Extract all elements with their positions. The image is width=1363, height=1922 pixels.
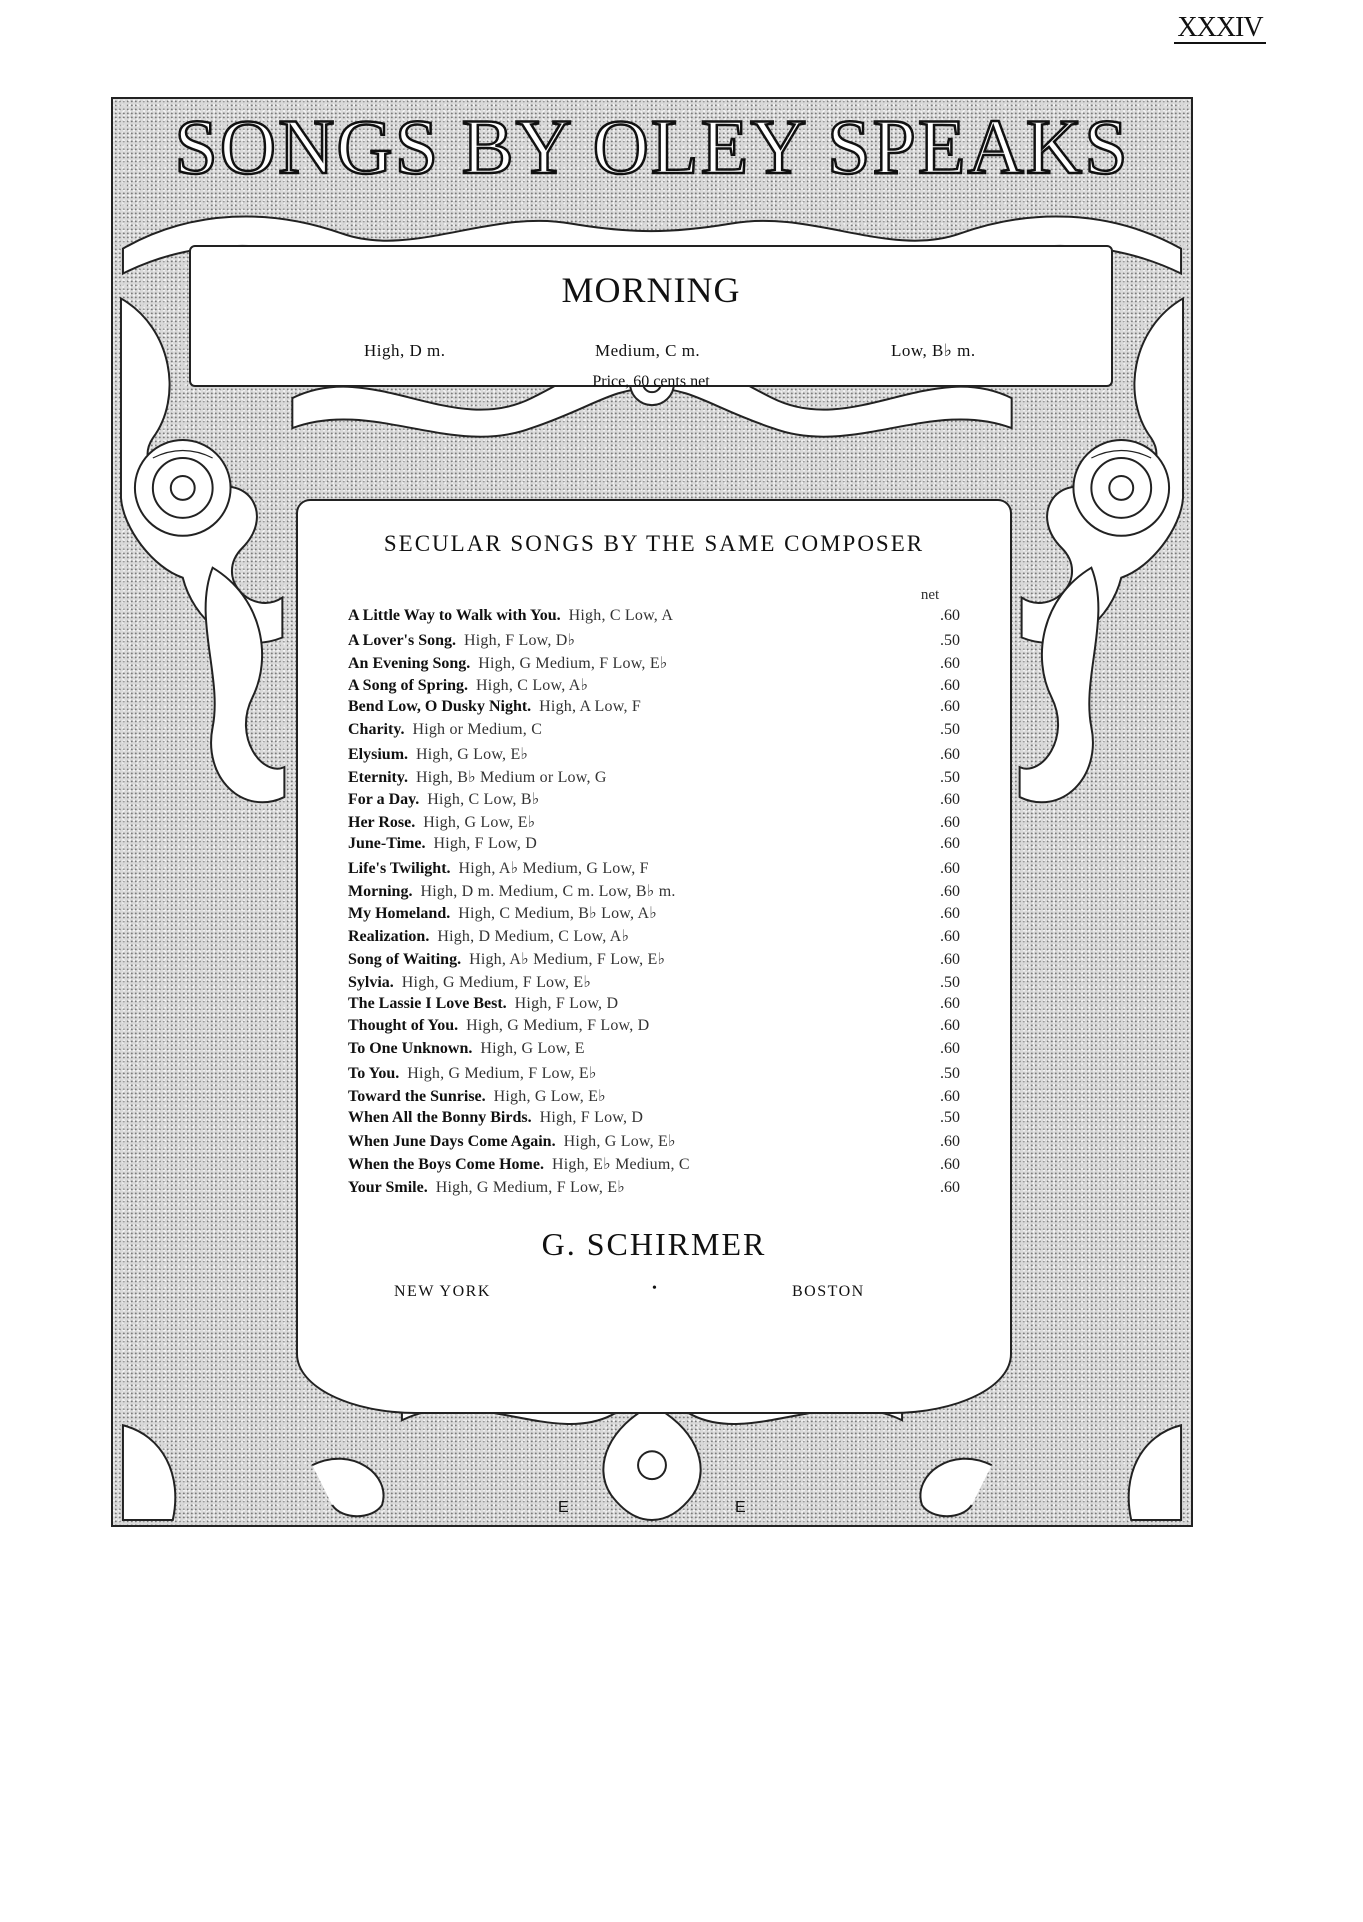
song-list-item bbox=[348, 1177, 960, 1200]
song-list-item bbox=[348, 1154, 960, 1177]
song-list-keys: High, G Medium, F Low, E♭ bbox=[407, 1064, 597, 1082]
song-list-keys: High, F Low, D♭ bbox=[464, 631, 576, 649]
song-list-price: .60 bbox=[940, 928, 960, 946]
song-list-price: .60 bbox=[940, 882, 960, 900]
song-list-keys: High, A Low, F bbox=[539, 698, 641, 716]
song-list-title: Eternity. bbox=[348, 768, 408, 786]
song-list-keys: High, G Medium, F Low, D bbox=[466, 1017, 650, 1035]
catalog-panel bbox=[296, 499, 1012, 1414]
song-list-keys: High, C Low, B♭ bbox=[427, 791, 540, 809]
song-list-title: Charity. bbox=[348, 720, 405, 738]
song-list-item bbox=[348, 607, 960, 630]
song-list-item bbox=[348, 995, 960, 1018]
price-column-label: net bbox=[920, 587, 940, 603]
song-list-keys: High, G Low, E♭ bbox=[423, 814, 536, 832]
song-list-price: .60 bbox=[940, 814, 960, 832]
song-list-keys: High, G Medium, F Low, E♭ bbox=[435, 1178, 625, 1196]
song-list-price: .60 bbox=[940, 677, 960, 695]
song-list-price: .60 bbox=[940, 994, 960, 1012]
song-list-title: Sylvia. bbox=[348, 973, 394, 991]
song-list-keys: High, G Low, E♭ bbox=[416, 745, 529, 763]
song-list-item bbox=[348, 1040, 960, 1063]
song-list-item bbox=[348, 972, 960, 995]
song-list-title: The Lassie I Love Best. bbox=[348, 994, 507, 1012]
song-list-price: .60 bbox=[940, 607, 960, 624]
song-list-title: For a Day. bbox=[348, 791, 420, 809]
song-list-keys: High, C Medium, B♭ Low, A♭ bbox=[458, 905, 658, 923]
song-list-keys: High, F Low, D bbox=[539, 1108, 644, 1126]
song-title-panel bbox=[189, 245, 1113, 390]
song-list-price: .60 bbox=[940, 1156, 960, 1174]
ornamental-cover-frame bbox=[111, 97, 1193, 1527]
footer-mark-left: E bbox=[558, 1499, 569, 1516]
song-list-price: .50 bbox=[940, 631, 960, 649]
song-list-item bbox=[348, 903, 960, 926]
song-list-item bbox=[348, 653, 960, 676]
song-list-title: Her Rose. bbox=[348, 814, 416, 832]
song-list-price: .60 bbox=[940, 1087, 960, 1105]
song-list-price: .60 bbox=[940, 698, 960, 716]
catalog-heading: SECULAR SONGS BY THE SAME COMPOSER bbox=[383, 531, 925, 556]
song-list-item bbox=[348, 767, 960, 790]
song-list-price: .60 bbox=[940, 1133, 960, 1151]
song-list-keys: High, G Low, E♭ bbox=[563, 1133, 676, 1151]
song-price: Price, 60 cents net bbox=[592, 373, 710, 390]
song-list-title: A Song of Spring. bbox=[348, 677, 469, 695]
song-list-keys: High, A♭ Medium, F Low, E♭ bbox=[469, 950, 666, 968]
song-list-item bbox=[348, 721, 960, 744]
song-list-title: When the Boys Come Home. bbox=[348, 1156, 544, 1174]
song-list-price: .50 bbox=[940, 1064, 960, 1082]
song-list-item bbox=[348, 789, 960, 812]
song-list-title: Morning. bbox=[348, 882, 413, 900]
song-list-keys: High, A♭ Medium, G Low, F bbox=[458, 859, 649, 877]
song-list-price: .60 bbox=[940, 859, 960, 877]
song-list-price: .60 bbox=[940, 950, 960, 968]
song-list-title: My Homeland. bbox=[348, 905, 451, 923]
song-list-price: .50 bbox=[940, 1108, 960, 1126]
song-list-keys: High, G Low, E♭ bbox=[493, 1087, 606, 1105]
page-number: XXXIV bbox=[1174, 14, 1266, 44]
song-list-price: .60 bbox=[940, 654, 960, 672]
song-list-keys: High, E♭ Medium, C bbox=[551, 1156, 690, 1174]
key-low: Low, B♭ m. bbox=[891, 341, 976, 360]
song-list-title: To One Unknown. bbox=[348, 1040, 473, 1058]
song-list-price: .60 bbox=[940, 745, 960, 763]
song-list-price: .50 bbox=[940, 973, 960, 991]
song-list-title: Bend Low, O Dusky Night. bbox=[348, 698, 532, 716]
song-list-item bbox=[348, 881, 960, 904]
song-list-keys: High, F Low, D bbox=[514, 994, 619, 1012]
song-list-price: .60 bbox=[940, 1017, 960, 1035]
song-list-price: .50 bbox=[940, 720, 960, 738]
song-list-price: .60 bbox=[940, 1178, 960, 1196]
song-list-title: A Lover's Song. bbox=[348, 631, 457, 649]
song-list-item bbox=[348, 812, 960, 835]
song-list-price: .60 bbox=[940, 834, 960, 852]
song-list-item bbox=[348, 835, 960, 858]
song-list-item bbox=[348, 926, 960, 949]
song-list-keys: High, C Low, A bbox=[568, 607, 674, 624]
song-list-item bbox=[348, 698, 960, 721]
song-list-title: An Evening Song. bbox=[348, 654, 471, 672]
song-list-item bbox=[348, 949, 960, 972]
song-list-price: .50 bbox=[940, 768, 960, 786]
song-list-title: When June Days Come Again. bbox=[348, 1133, 556, 1151]
song-list-item bbox=[348, 1017, 960, 1040]
song-list-item bbox=[348, 1109, 960, 1132]
song-list-title: When All the Bonny Birds. bbox=[348, 1108, 532, 1126]
song-list-price: .60 bbox=[940, 1040, 960, 1058]
song-list-keys: High, G Medium, F Low, E♭ bbox=[478, 654, 668, 672]
footer-mark-right: E bbox=[735, 1499, 746, 1516]
song-list-item bbox=[348, 1131, 960, 1154]
song-list-title: Thought of You. bbox=[348, 1017, 459, 1035]
key-high: High, D m. bbox=[364, 341, 446, 360]
publisher-city-boston: BOSTON bbox=[792, 1283, 865, 1300]
song-list-keys: High, F Low, D bbox=[433, 834, 538, 852]
song-list-title: June-Time. bbox=[348, 834, 426, 852]
song-list-title: Song of Waiting. bbox=[348, 950, 462, 968]
song-list-keys: High or Medium, C bbox=[412, 720, 543, 738]
song-list-keys: High, B♭ Medium or Low, G bbox=[416, 768, 607, 786]
song-list-price: .60 bbox=[940, 791, 960, 809]
song-list-title: Life's Twilight. bbox=[348, 859, 451, 877]
song-list-keys: High, G Low, E bbox=[480, 1040, 585, 1058]
song-list-title: Toward the Sunrise. bbox=[348, 1087, 486, 1105]
song-list-title: Realization. bbox=[348, 928, 430, 946]
song-title: MORNING bbox=[561, 270, 741, 310]
city-separator: • bbox=[652, 1281, 657, 1296]
song-list-item bbox=[348, 675, 960, 698]
publisher-city-new-york: NEW YORK bbox=[394, 1283, 491, 1300]
song-list-keys: High, G Medium, F Low, E♭ bbox=[401, 973, 592, 991]
song-list-item bbox=[348, 630, 960, 653]
song-list-title: A Little Way to Walk with You. bbox=[348, 607, 561, 624]
song-list-item bbox=[348, 1086, 960, 1109]
song-list bbox=[348, 607, 960, 1200]
song-list-title: Your Smile. bbox=[348, 1178, 428, 1196]
song-list-keys: High, D Medium, C Low, A♭ bbox=[437, 928, 630, 946]
song-list-price: .60 bbox=[940, 905, 960, 923]
song-list-item bbox=[348, 744, 960, 767]
publisher-name: G. SCHIRMER bbox=[541, 1226, 767, 1262]
song-list-item bbox=[348, 1063, 960, 1086]
key-medium: Medium, C m. bbox=[595, 341, 701, 360]
song-list-title: Elysium. bbox=[348, 745, 409, 763]
song-list-item bbox=[348, 858, 960, 881]
song-list-title: To You. bbox=[348, 1064, 400, 1082]
song-list-keys: High, C Low, A♭ bbox=[476, 677, 589, 695]
series-title: SONGS BY OLEY SPEAKS bbox=[174, 103, 1130, 190]
song-list-keys: High, D m. Medium, C m. Low, B♭ m. bbox=[420, 882, 676, 900]
